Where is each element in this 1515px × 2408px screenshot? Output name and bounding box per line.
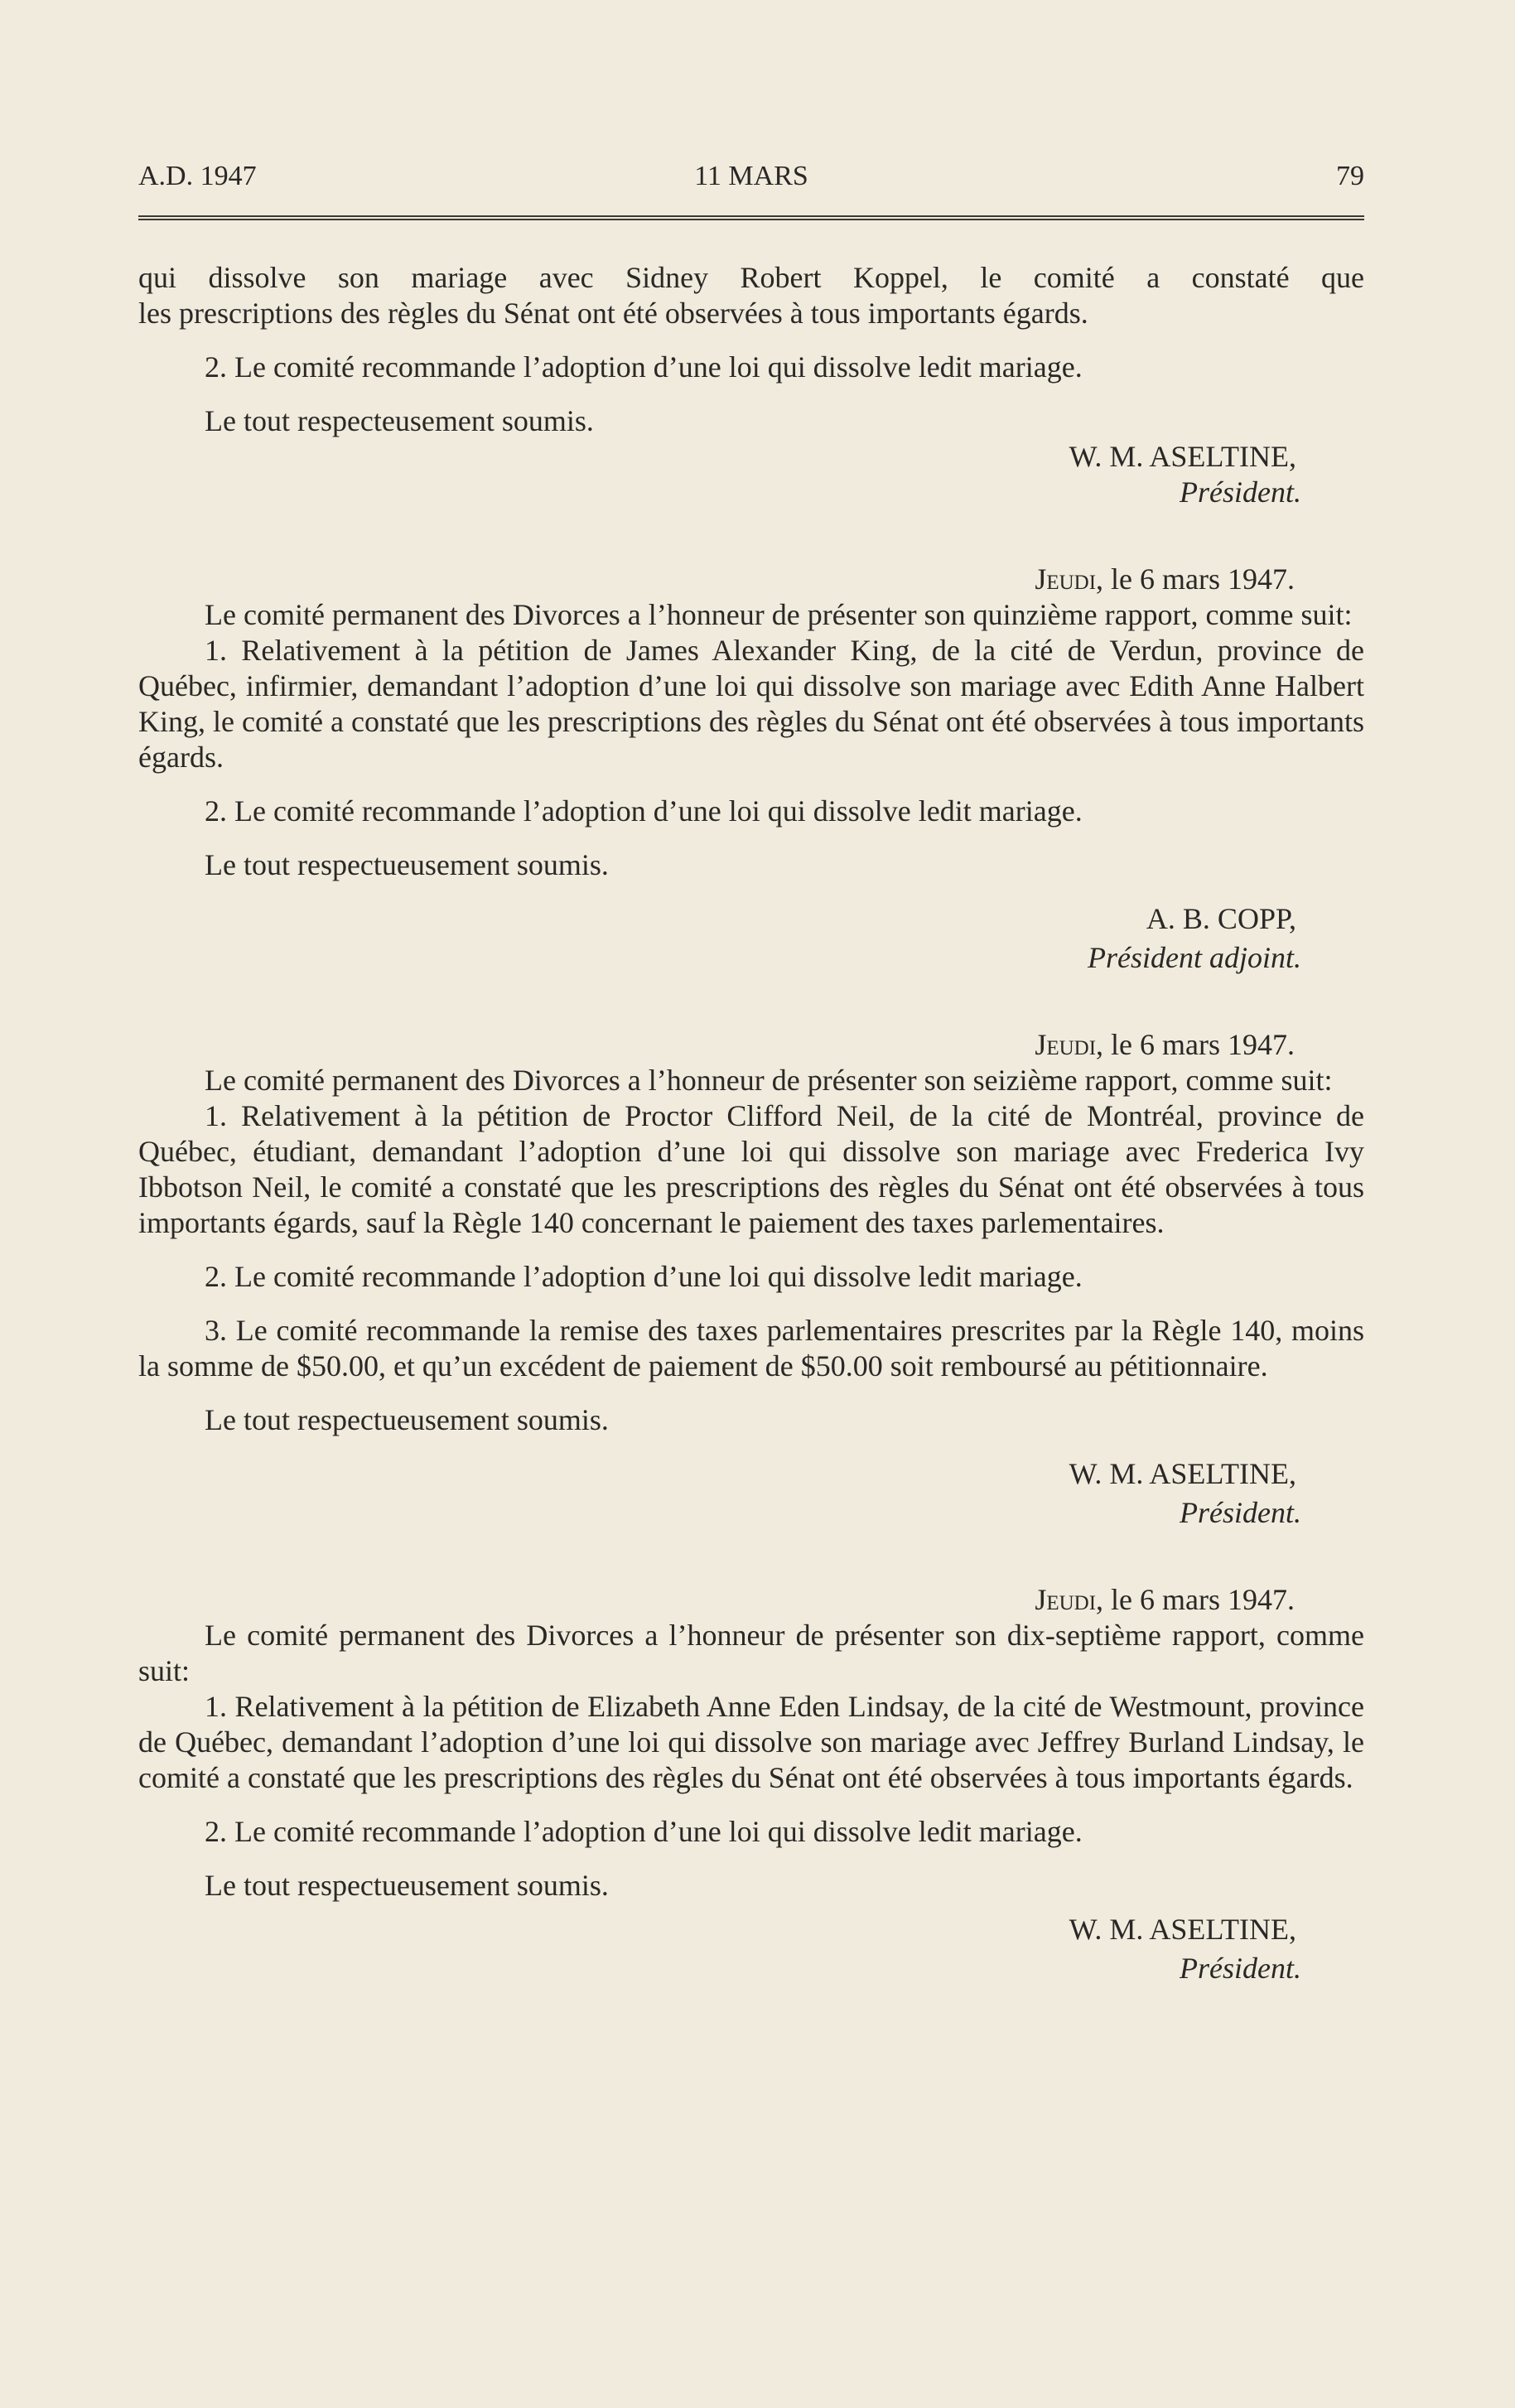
section1-line1: qui dissolve son mariage avec Sidney Robert Koppel, le comité a constaté que <box>138 261 1364 294</box>
section4-signatory: W. M. ASELTINE, <box>1069 1913 1296 1946</box>
section1-item2: 2. Le comité recommande l’adoption d’une loi qui dissolve ledit mariage. <box>205 350 1083 384</box>
section3-intro: Le comité permanent des Divorces a l’honneur de présenter son seizième rapport, comme suit: <box>205 1064 1333 1097</box>
header-year: A.D. 1947 <box>138 161 257 191</box>
section2-date-day: Jeudi <box>1035 562 1097 596</box>
section4-closing: Le tout respectueusement soumis. <box>205 1869 609 1902</box>
section3-item2: 2. Le comité recommande l’adoption d’une loi qui dissolve ledit mariage. <box>205 1260 1083 1293</box>
section4-title: Président. <box>1180 1952 1301 1985</box>
section3-date-rest: , le 6 mars 1947. <box>1096 1028 1295 1061</box>
section4-item1: 1. Relativement à la pétition de Elizabeth Anne Eden Lindsay, de la cité de Westmount, province de Québec, demandant l’adoption d’une loi qui dissolve son mariage avec Jeffrey Burland Lindsay, le comité a constaté que les prescriptions des règles du Sénat ont été observées à tous importants égards. <box>138 1690 1364 1794</box>
section4-date <box>138 1582 1364 1618</box>
page-header <box>138 156 1364 197</box>
section2-title: Président adjoint. <box>1088 941 1301 974</box>
section2-date <box>138 562 1364 597</box>
section3-title: Président. <box>1180 1496 1301 1529</box>
section4-date-rest: , le 6 mars 1947. <box>1096 1583 1295 1616</box>
section1-line2: les prescriptions des règles du Sénat ont été observées à tous importants égards. <box>138 297 1088 330</box>
header-date: 11 MARS <box>694 161 808 191</box>
section2-intro: Le comité permanent des Divorces a l’honneur de présenter son quinzième rapport, comme suit: <box>205 598 1353 631</box>
page-body <box>138 260 1364 1986</box>
section2-item1: 1. Relativement à la pétition de James Alexander King, de la cité de Verdun, province de Québec, infirmier, demandant l’adoption d’une loi qui dissolve son mariage avec Edith Anne Halbert King, le comité a constaté que les prescriptions des règles du Sénat ont été observées à tous importants égards. <box>138 634 1364 774</box>
section3-item1: 1. Relativement à la pétition de Proctor Clifford Neil, de la cité de Montréal, province de Québec, étudiant, demandant l’adoption d’une loi qui dissolve son mariage avec Frederica Ivy Ibbotson Neil, le comité a constaté que les prescriptions des règles du Sénat ont été observées à tous importants égards, sauf la Règle 140 concernant le paiement des taxes parlementaires. <box>138 1099 1364 1239</box>
section2-item2: 2. Le comité recommande l’adoption d’une loi qui dissolve ledit mariage. <box>205 794 1083 828</box>
section1-closing: Le tout respecteusement soumis. <box>205 404 594 437</box>
section2-signatory: A. B. COPP, <box>1146 902 1296 935</box>
header-double-rule <box>138 215 1364 220</box>
section2-date-rest: , le 6 mars 1947. <box>1096 562 1295 596</box>
section3-signatory: W. M. ASELTINE, <box>1069 1457 1296 1490</box>
section4-intro: Le comité permanent des Divorces a l’honneur de présenter son dix-septième rapport, comme suit: <box>138 1619 1364 1687</box>
section3-date-day: Jeudi <box>1035 1028 1097 1061</box>
section3-date <box>138 1027 1364 1063</box>
section1-signatory: W. M. ASELTINE, <box>1069 440 1296 473</box>
section2-closing: Le tout respectueusement soumis. <box>205 848 609 881</box>
section1-title: Président. <box>1180 475 1301 509</box>
page-number: 79 <box>1336 161 1364 191</box>
section3-item3: 3. Le comité recommande la remise des taxes parlementaires prescrites par la Règle 140, moins la somme de $50.00, et qu’un excédent de paiement de $50.00 soit remboursé au pétitionnaire. <box>138 1314 1364 1383</box>
section3-closing: Le tout respectueusement soumis. <box>205 1403 609 1436</box>
section4-date-day: Jeudi <box>1035 1583 1097 1616</box>
section4-item2: 2. Le comité recommande l’adoption d’une loi qui dissolve ledit mariage. <box>205 1815 1083 1848</box>
